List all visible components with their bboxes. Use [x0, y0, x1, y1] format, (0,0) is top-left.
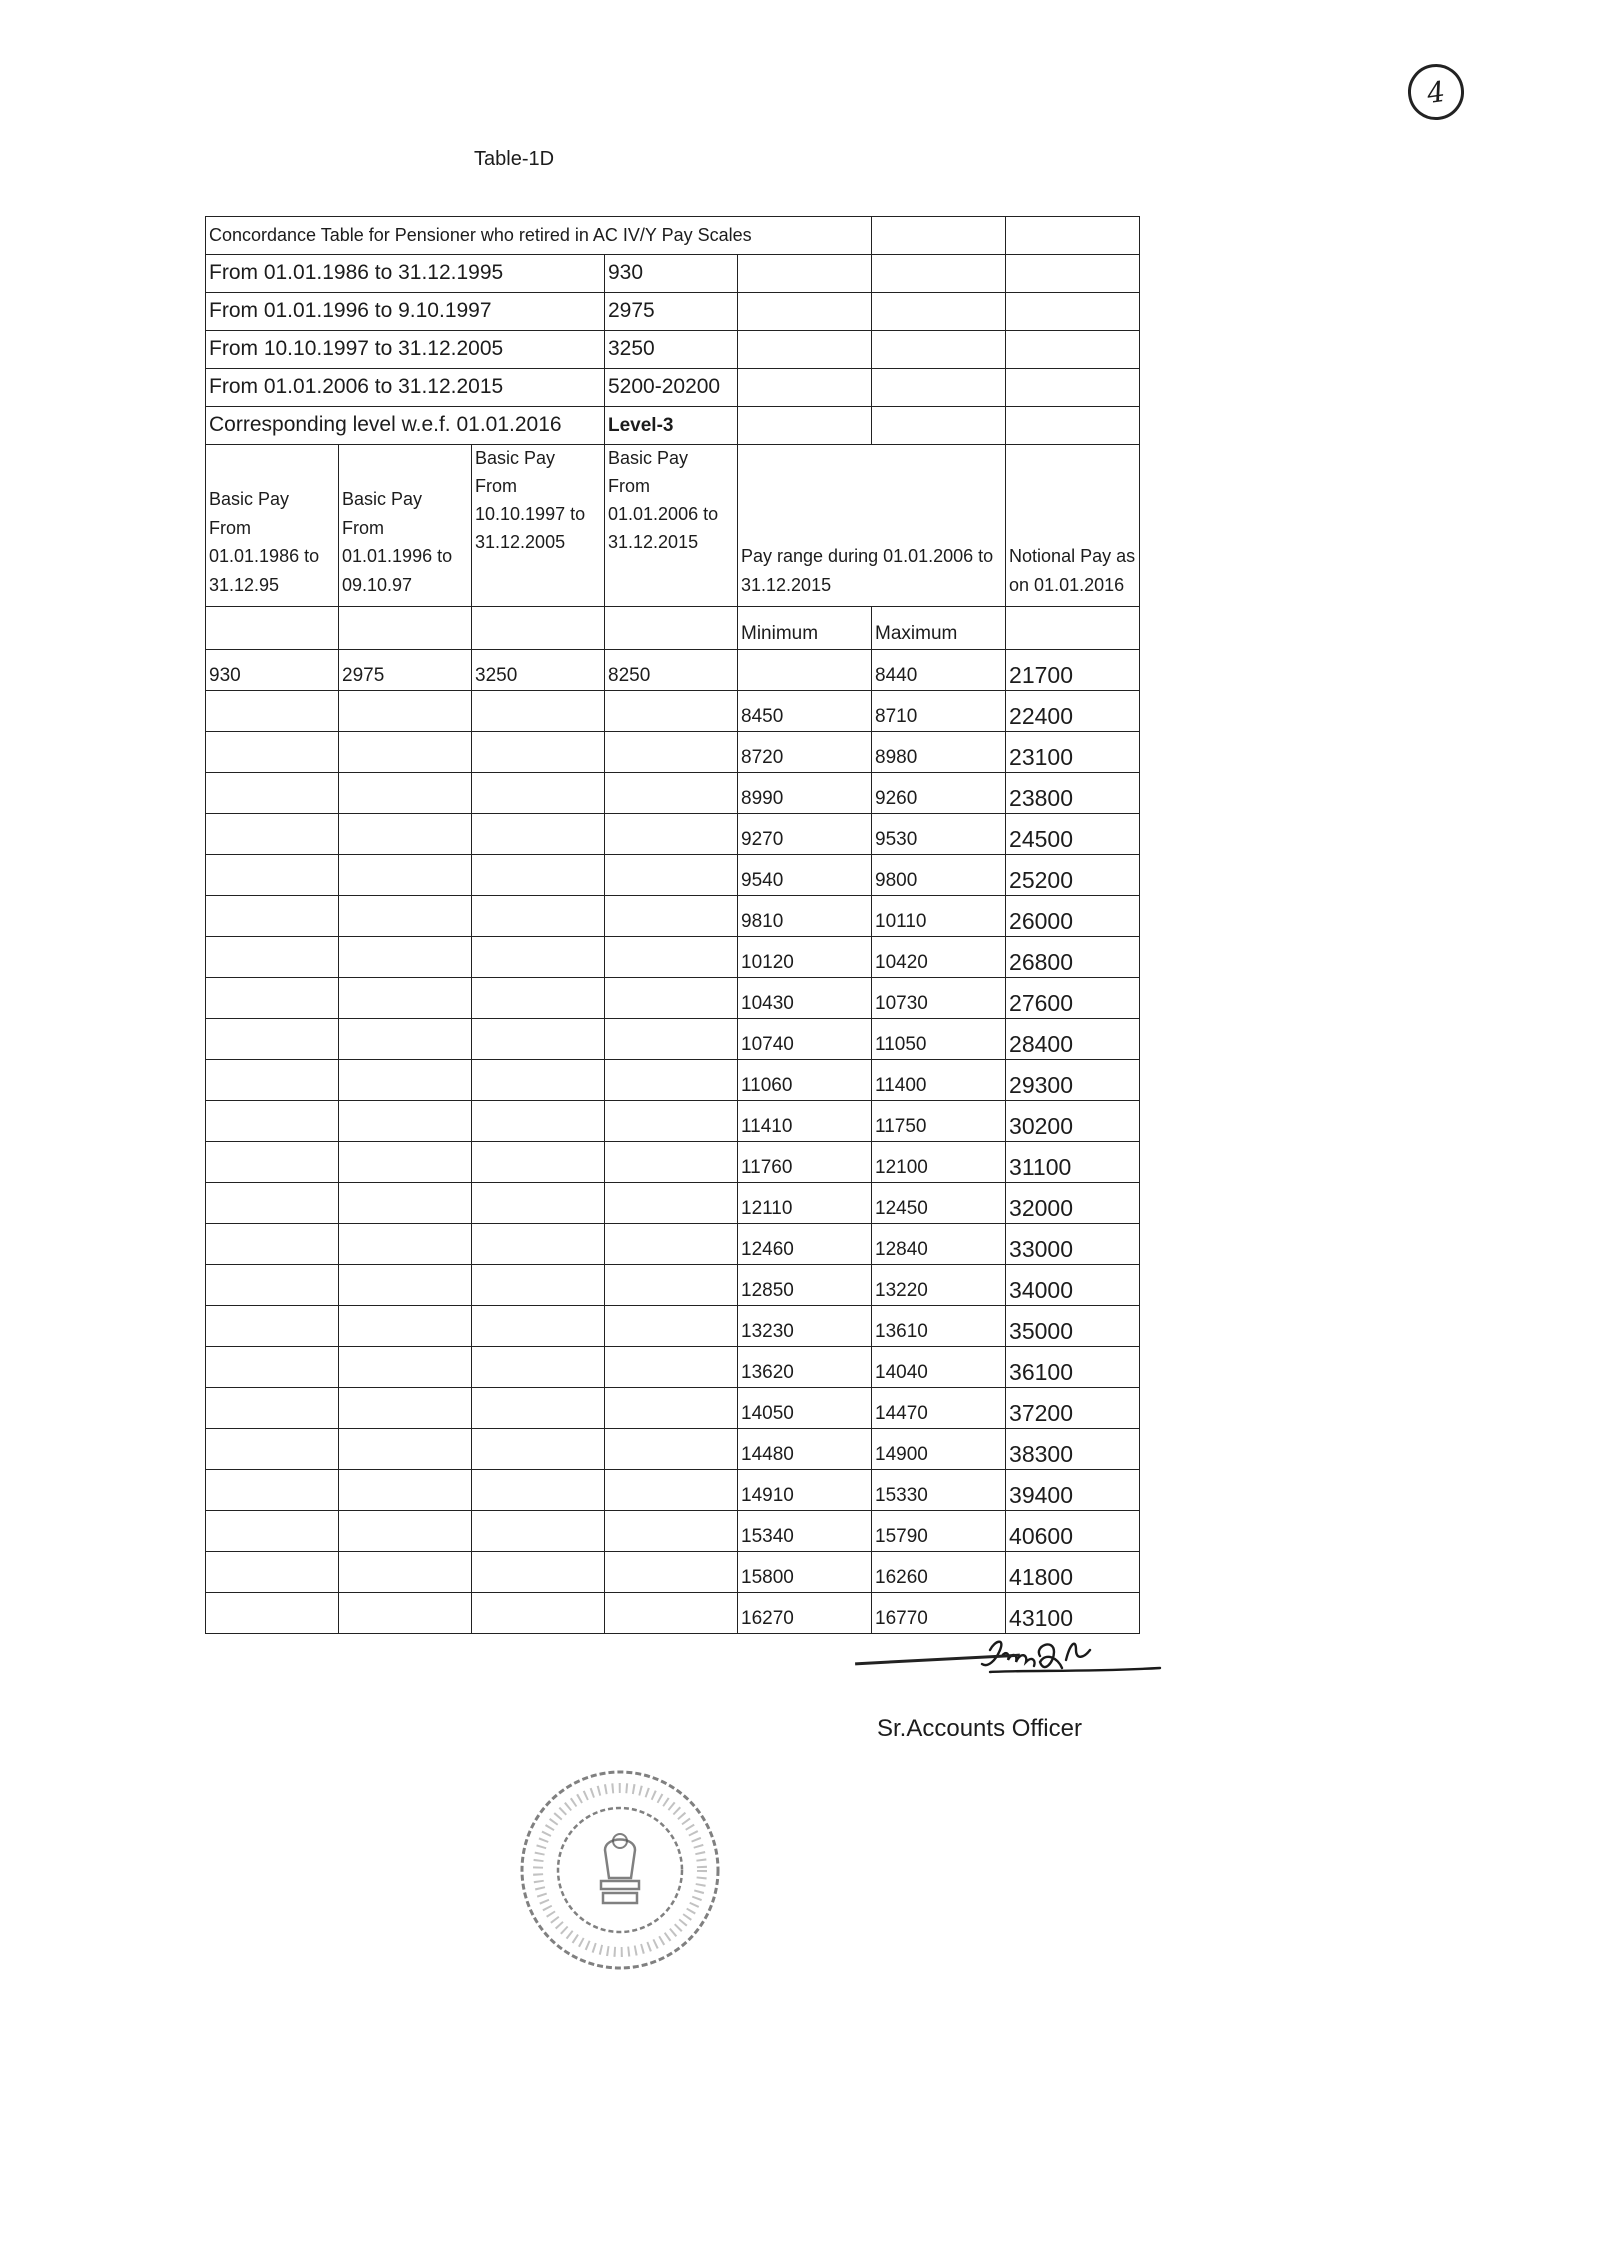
cell-maximum: 13610 [872, 1306, 1006, 1347]
cell-col-1997: 3250 [472, 650, 605, 691]
empty-cell [738, 293, 872, 331]
cell-col-1986 [206, 978, 339, 1019]
empty-cell [872, 369, 1006, 407]
cell-col-2006 [605, 814, 738, 855]
cell-minimum: 13230 [738, 1306, 872, 1347]
empty-cell [738, 407, 872, 445]
cell-maximum: 16770 [872, 1593, 1006, 1634]
period-label: From 01.01.1986 to 31.12.1995 [206, 255, 605, 293]
cell-col-1986 [206, 1593, 339, 1634]
cell-col-2006 [605, 773, 738, 814]
cell-col-1996 [339, 1388, 472, 1429]
table-heading: Concordance Table for Pensioner who retired in AC IV/Y Pay Scales [206, 217, 872, 255]
cell-col-1997 [472, 1306, 605, 1347]
cell-col-1997 [472, 978, 605, 1019]
cell-maximum: 13220 [872, 1265, 1006, 1306]
table-row [206, 1224, 1140, 1265]
cell-col-2006 [605, 855, 738, 896]
cell-col-1986 [206, 1060, 339, 1101]
cell-col-1997 [472, 937, 605, 978]
cell-minimum: 11060 [738, 1060, 872, 1101]
cell-col-1997 [472, 1511, 605, 1552]
cell-col-2006 [605, 1429, 738, 1470]
empty-cell [472, 607, 605, 650]
table-row [206, 1183, 1140, 1224]
table-row [206, 691, 1140, 732]
cell-col-2006 [605, 1060, 738, 1101]
cell-col-1986 [206, 1388, 339, 1429]
cell-col-2006 [605, 1347, 738, 1388]
cell-col-1986 [206, 732, 339, 773]
cell-col-1997 [472, 1265, 605, 1306]
cell-col-1986 [206, 1470, 339, 1511]
cell-notional-pay: 29300 [1006, 1060, 1140, 1101]
level-label: Corresponding level w.e.f. 01.01.2016 [206, 407, 605, 445]
empty-cell [872, 407, 1006, 445]
cell-minimum: 10430 [738, 978, 872, 1019]
cell-maximum: 15330 [872, 1470, 1006, 1511]
cell-col-1986 [206, 1552, 339, 1593]
cell-maximum: 8980 [872, 732, 1006, 773]
cell-col-1997 [472, 732, 605, 773]
cell-minimum: 12460 [738, 1224, 872, 1265]
cell-col-1997 [472, 1060, 605, 1101]
cell-col-1996 [339, 1511, 472, 1552]
table-row [206, 732, 1140, 773]
cell-notional-pay: 23100 [1006, 732, 1140, 773]
header-basic-pay-1986: Basic Pay From 01.01.1986 to 31.12.95 [206, 445, 339, 607]
empty-cell [339, 607, 472, 650]
table-row [206, 1470, 1140, 1511]
empty-cell [872, 217, 1006, 255]
empty-cell [738, 331, 872, 369]
table-title: Table-1D [474, 148, 555, 170]
cell-minimum: 15800 [738, 1552, 872, 1593]
cell-minimum: 14050 [738, 1388, 872, 1429]
cell-col-2006 [605, 1142, 738, 1183]
table-row [206, 937, 1140, 978]
cell-col-1986 [206, 1265, 339, 1306]
cell-minimum: 9540 [738, 855, 872, 896]
table-title-row [206, 217, 1140, 255]
cell-col-1996 [339, 1142, 472, 1183]
cell-col-1996: 2975 [339, 650, 472, 691]
cell-col-2006 [605, 1593, 738, 1634]
cell-col-1997 [472, 855, 605, 896]
cell-minimum: 16270 [738, 1593, 872, 1634]
cell-col-1997 [472, 691, 605, 732]
table-row [206, 1142, 1140, 1183]
cell-maximum: 10730 [872, 978, 1006, 1019]
cell-col-1997 [472, 1388, 605, 1429]
cell-notional-pay: 31100 [1006, 1142, 1140, 1183]
cell-col-1986 [206, 1347, 339, 1388]
cell-minimum: 15340 [738, 1511, 872, 1552]
cell-col-1996 [339, 1101, 472, 1142]
cell-col-1986 [206, 896, 339, 937]
empty-cell [206, 607, 339, 650]
cell-col-1986 [206, 1019, 339, 1060]
cell-col-1996 [339, 1224, 472, 1265]
period-value: 2975 [605, 293, 738, 331]
empty-cell [872, 255, 1006, 293]
period-row [206, 255, 1140, 293]
empty-cell [1006, 407, 1140, 445]
cell-col-1996 [339, 1593, 472, 1634]
level-row [206, 407, 1140, 445]
period-value: 930 [605, 255, 738, 293]
cell-col-1986 [206, 773, 339, 814]
cell-col-2006 [605, 1552, 738, 1593]
cell-col-1997 [472, 896, 605, 937]
period-label: From 10.10.1997 to 31.12.2005 [206, 331, 605, 369]
table-row [206, 1265, 1140, 1306]
table-row [206, 978, 1140, 1019]
empty-cell [1006, 607, 1140, 650]
level-value: Level-3 [605, 407, 738, 445]
concordance-table [205, 216, 1140, 1634]
cell-col-1997 [472, 1142, 605, 1183]
cell-notional-pay: 35000 [1006, 1306, 1140, 1347]
cell-col-1997 [472, 1593, 605, 1634]
table-row [206, 1388, 1140, 1429]
table-row [206, 773, 1140, 814]
cell-notional-pay: 22400 [1006, 691, 1140, 732]
cell-col-2006 [605, 1388, 738, 1429]
period-row [206, 293, 1140, 331]
empty-cell [872, 331, 1006, 369]
cell-col-1986 [206, 691, 339, 732]
cell-maximum: 9800 [872, 855, 1006, 896]
cell-col-1986 [206, 1511, 339, 1552]
cell-maximum: 11750 [872, 1101, 1006, 1142]
cell-minimum: 12850 [738, 1265, 872, 1306]
cell-notional-pay: 26800 [1006, 937, 1140, 978]
cell-col-2006 [605, 896, 738, 937]
cell-col-1997 [472, 1183, 605, 1224]
cell-minimum: 14480 [738, 1429, 872, 1470]
cell-col-1986 [206, 1224, 339, 1265]
cell-col-1996 [339, 1552, 472, 1593]
cell-col-1996 [339, 1347, 472, 1388]
cell-notional-pay: 39400 [1006, 1470, 1140, 1511]
header-minimum: Minimum [738, 607, 872, 650]
empty-cell [1006, 255, 1140, 293]
cell-maximum: 12840 [872, 1224, 1006, 1265]
cell-col-1996 [339, 896, 472, 937]
table-row [206, 896, 1140, 937]
table-row [206, 814, 1140, 855]
cell-notional-pay: 21700 [1006, 650, 1140, 691]
empty-cell [605, 607, 738, 650]
empty-cell [872, 293, 1006, 331]
cell-notional-pay: 27600 [1006, 978, 1140, 1019]
header-pay-range: Pay range during 01.01.2006 to 31.12.2015 [738, 445, 1006, 607]
cell-col-1996 [339, 1470, 472, 1511]
cell-col-1996 [339, 1019, 472, 1060]
cell-col-1996 [339, 732, 472, 773]
cell-col-1986 [206, 1183, 339, 1224]
cell-notional-pay: 40600 [1006, 1511, 1140, 1552]
cell-maximum: 9260 [872, 773, 1006, 814]
table-row [206, 1060, 1140, 1101]
cell-maximum: 11400 [872, 1060, 1006, 1101]
cell-notional-pay: 30200 [1006, 1101, 1140, 1142]
cell-minimum: 9270 [738, 814, 872, 855]
cell-col-2006 [605, 937, 738, 978]
cell-notional-pay: 37200 [1006, 1388, 1140, 1429]
header-basic-pay-2006: Basic Pay From 01.01.2006 to 31.12.2015 [605, 445, 738, 607]
period-value: 5200-20200 [605, 369, 738, 407]
empty-cell [1006, 369, 1140, 407]
cell-notional-pay: 41800 [1006, 1552, 1140, 1593]
page-number: 4 [1404, 60, 1467, 123]
cell-maximum: 10110 [872, 896, 1006, 937]
cell-col-1986 [206, 1306, 339, 1347]
cell-col-1997 [472, 1019, 605, 1060]
cell-notional-pay: 38300 [1006, 1429, 1140, 1470]
signatory-designation: Sr.Accounts Officer [877, 1715, 1082, 1742]
cell-col-1997 [472, 1470, 605, 1511]
header-notional-pay: Notional Pay as on 01.01.2016 [1006, 445, 1140, 607]
table-row [206, 650, 1140, 691]
table-row [206, 1347, 1140, 1388]
cell-maximum: 14900 [872, 1429, 1006, 1470]
table-row [206, 1019, 1140, 1060]
period-label: From 01.01.1996 to 9.10.1997 [206, 293, 605, 331]
cell-col-1997 [472, 814, 605, 855]
empty-cell [738, 369, 872, 407]
cell-minimum: 8990 [738, 773, 872, 814]
official-seal-icon [505, 1755, 735, 1985]
cell-col-2006 [605, 1306, 738, 1347]
header-basic-pay-1997: Basic Pay From 10.10.1997 to 31.12.2005 [472, 445, 605, 607]
cell-col-1996 [339, 855, 472, 896]
cell-col-2006 [605, 1101, 738, 1142]
cell-minimum: 8450 [738, 691, 872, 732]
cell-col-1997 [472, 1347, 605, 1388]
cell-col-1996 [339, 691, 472, 732]
cell-minimum: 8720 [738, 732, 872, 773]
cell-col-1986: 930 [206, 650, 339, 691]
cell-maximum: 14470 [872, 1388, 1006, 1429]
cell-minimum: 10740 [738, 1019, 872, 1060]
cell-notional-pay: 33000 [1006, 1224, 1140, 1265]
cell-notional-pay: 32000 [1006, 1183, 1140, 1224]
cell-maximum: 8440 [872, 650, 1006, 691]
cell-notional-pay: 28400 [1006, 1019, 1140, 1060]
cell-col-1996 [339, 1306, 472, 1347]
cell-col-1996 [339, 1183, 472, 1224]
cell-maximum: 16260 [872, 1552, 1006, 1593]
cell-notional-pay: 36100 [1006, 1347, 1140, 1388]
cell-col-2006 [605, 978, 738, 1019]
sub-header-row [206, 607, 1140, 650]
cell-minimum: 13620 [738, 1347, 872, 1388]
cell-maximum: 12450 [872, 1183, 1006, 1224]
cell-col-1996 [339, 1265, 472, 1306]
cell-col-1986 [206, 937, 339, 978]
cell-col-1997 [472, 773, 605, 814]
table-row [206, 855, 1140, 896]
cell-minimum: 12110 [738, 1183, 872, 1224]
empty-cell [1006, 331, 1140, 369]
cell-col-1986 [206, 1142, 339, 1183]
cell-col-2006 [605, 1511, 738, 1552]
cell-notional-pay: 34000 [1006, 1265, 1140, 1306]
cell-col-2006 [605, 1224, 738, 1265]
cell-minimum: 11410 [738, 1101, 872, 1142]
cell-maximum: 10420 [872, 937, 1006, 978]
header-maximum: Maximum [872, 607, 1006, 650]
cell-col-1997 [472, 1429, 605, 1470]
cell-col-1997 [472, 1101, 605, 1142]
cell-col-2006 [605, 1265, 738, 1306]
cell-col-1996 [339, 814, 472, 855]
cell-notional-pay: 26000 [1006, 896, 1140, 937]
cell-col-2006 [605, 691, 738, 732]
cell-maximum: 11050 [872, 1019, 1006, 1060]
cell-col-1986 [206, 855, 339, 896]
period-row [206, 369, 1140, 407]
cell-maximum: 8710 [872, 691, 1006, 732]
empty-cell [1006, 217, 1140, 255]
cell-minimum: 11760 [738, 1142, 872, 1183]
table-row [206, 1306, 1140, 1347]
cell-col-1996 [339, 1060, 472, 1101]
cell-minimum [738, 650, 872, 691]
period-value: 3250 [605, 331, 738, 369]
period-row [206, 331, 1140, 369]
cell-maximum: 15790 [872, 1511, 1006, 1552]
cell-notional-pay: 23800 [1006, 773, 1140, 814]
column-header-row [206, 445, 1140, 607]
cell-maximum: 12100 [872, 1142, 1006, 1183]
cell-maximum: 14040 [872, 1347, 1006, 1388]
cell-minimum: 14910 [738, 1470, 872, 1511]
cell-col-2006 [605, 1470, 738, 1511]
cell-maximum: 9530 [872, 814, 1006, 855]
cell-col-1996 [339, 1429, 472, 1470]
table-row [206, 1511, 1140, 1552]
cell-notional-pay: 25200 [1006, 855, 1140, 896]
cell-col-1986 [206, 814, 339, 855]
cell-col-1986 [206, 1429, 339, 1470]
cell-col-1996 [339, 773, 472, 814]
empty-cell [1006, 293, 1140, 331]
cell-col-1996 [339, 937, 472, 978]
table-row [206, 1429, 1140, 1470]
empty-cell [738, 255, 872, 293]
cell-col-1997 [472, 1552, 605, 1593]
header-basic-pay-1996: Basic Pay From 01.01.1996 to 09.10.97 [339, 445, 472, 607]
cell-col-1986 [206, 1101, 339, 1142]
cell-minimum: 10120 [738, 937, 872, 978]
cell-notional-pay: 43100 [1006, 1593, 1140, 1634]
cell-col-2006: 8250 [605, 650, 738, 691]
cell-col-2006 [605, 1183, 738, 1224]
cell-col-1997 [472, 1224, 605, 1265]
table-row [206, 1552, 1140, 1593]
cell-notional-pay: 24500 [1006, 814, 1140, 855]
cell-col-2006 [605, 732, 738, 773]
cell-col-2006 [605, 1019, 738, 1060]
table-row [206, 1101, 1140, 1142]
cell-col-1996 [339, 978, 472, 1019]
cell-minimum: 9810 [738, 896, 872, 937]
period-label: From 01.01.2006 to 31.12.2015 [206, 369, 605, 407]
